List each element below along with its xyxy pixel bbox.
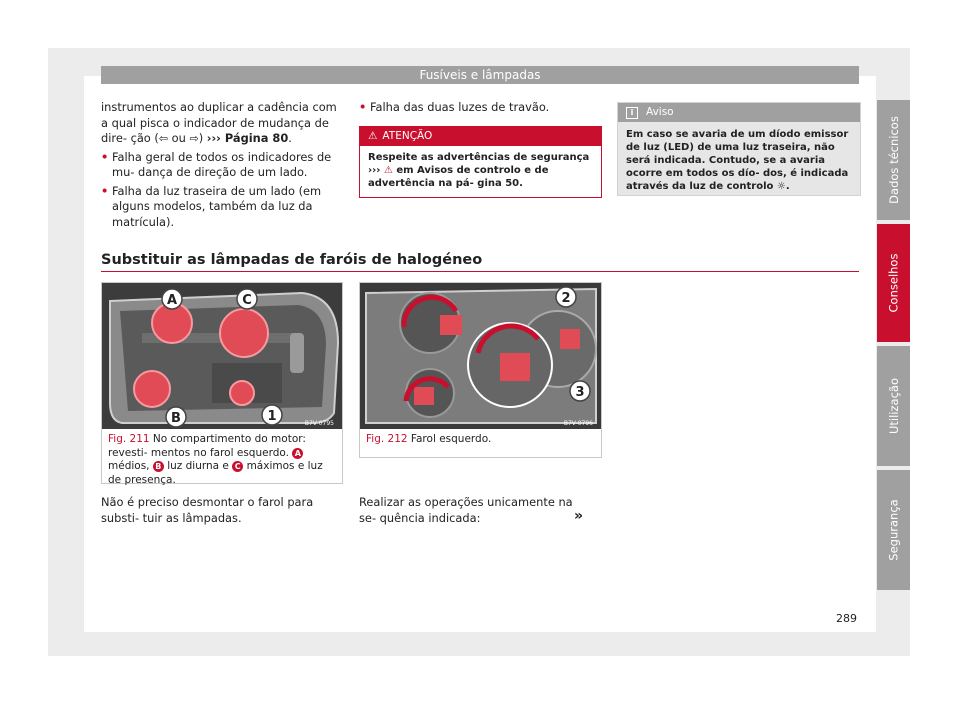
body-text-left: Não é preciso desmontar o farol para substi- tuir as lâmpadas. [101,495,314,525]
left-headlight-image [360,283,601,429]
side-tab-seguranca[interactable]: Segurança [877,470,910,590]
bullet-icon: • [101,183,109,198]
bullet-icon: • [359,100,367,114]
column-middle-text [359,97,599,116]
headlight-bulb-covers-image [102,283,342,429]
list-item: • Falha da luz traseira de um lado (em alguns modelos, também da luz da matrícula). [101,183,322,229]
note-body: Em caso se avaria de um díodo emissor de luz (LED) de uma luz traseira, não será indicada. Contudo, se a avaria ocorre em todos os dío- dos, é indicada através da luz de controlo ☼. [626,129,849,192]
callout-c: C [242,293,252,308]
warning-body: Respeite as advertências de segurança ››› ⚠ em Avisos de controlo e de advertência na pá- gina 50. [368,152,590,189]
figure-211 [101,282,343,484]
bullet-icon: • [101,149,109,164]
info-icon: i [626,107,638,119]
warning-triangle-icon: ⚠ [383,165,393,176]
section-title: Substituir as lâmpadas de faróis de halogéneo [101,252,483,268]
callout-a: A [166,293,178,308]
page-header: Fusíveis e lâmpadas [101,66,859,84]
side-tab-utilizacao[interactable]: Utilização [877,346,910,466]
side-tab-dados-tecnicos[interactable]: Dados técnicos [877,100,910,220]
list-item: • Falha das duas luzes de travão. [359,100,550,114]
intro-paragraph: instrumentos ao duplicar a cadência com a qual pisca o indicador de mudança de dire- ção (⇦ ou ⇨) ››› Página 80. [101,100,337,145]
figure-caption: Fig. 211 No compartimento do motor: revesti- mentos no farol esquerdo. A médios, B luz diurna e C máximos e luz de presença. [108,433,323,486]
callout-2: 2 [561,291,571,306]
figure-caption: Fig. 212 Farol esquerdo. [366,433,492,445]
callout-b: B [171,411,181,426]
page-reference-link[interactable]: ››› Página 80 [206,131,289,145]
note-header: i Aviso [618,103,860,122]
warning-box [359,126,602,198]
body-text-right: Realizar as operações unicamente na se- quência indicada: [359,495,573,525]
figure-212 [359,282,602,458]
callout-1: 1 [267,409,277,424]
callout-b-badge: B [153,461,164,472]
sun-icon: ☼ [776,181,786,192]
callout-a-badge: A [292,448,303,459]
arrow-right-icon: ⇨ [189,132,199,145]
section-divider [101,271,859,272]
warning-triangle-icon: ⚠ [368,130,378,142]
callout-3: 3 [575,385,585,400]
note-box [617,102,861,196]
figure-code: B7V-0796 [563,420,593,427]
figure-code: B7V-0795 [304,420,334,427]
list-item: • Falha geral de todos os indicadores de mu- dança de direção de um lado. [101,149,332,179]
arrow-left-icon: ⇦ [158,132,169,145]
continue-marker: » [574,508,584,524]
column-left-text [101,100,341,230]
side-tab-conselhos[interactable]: Conselhos [877,224,910,342]
page-number: 289 [836,612,857,625]
warning-header: ⚠ ATENÇÃO [360,127,601,146]
callout-c-badge: C [232,461,243,472]
